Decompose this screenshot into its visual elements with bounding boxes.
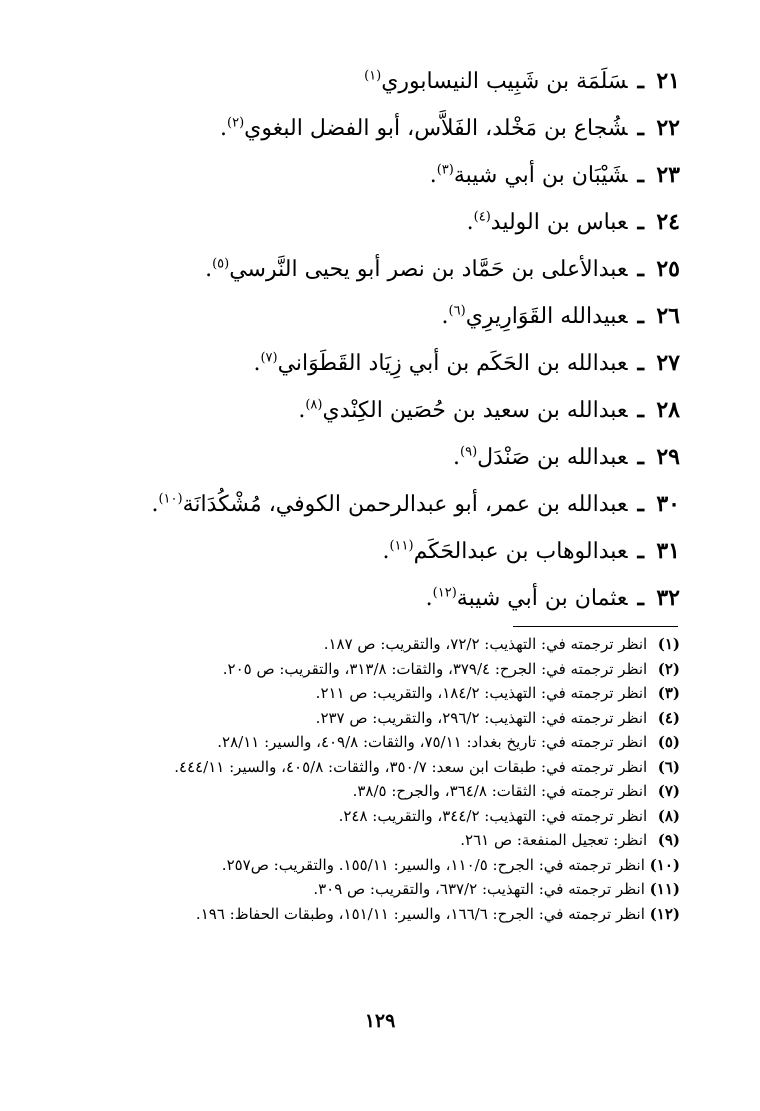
entry-number: ٣١ xyxy=(656,538,680,564)
footnote-number: (١١) xyxy=(649,880,680,898)
entry-number: ٢٢ xyxy=(656,115,680,141)
footnote-ref: (١٢) xyxy=(432,585,457,601)
footnote-number: (١) xyxy=(657,635,680,653)
entry-number: ٢٧ xyxy=(656,350,680,376)
entry-end: . xyxy=(220,116,228,141)
footnote-number: (٩) xyxy=(657,831,680,849)
entry-dash: ـ xyxy=(637,538,644,564)
footnote-number: (٨) xyxy=(657,806,680,825)
entry-dash: ـ xyxy=(637,397,644,423)
entry-number: ٢٨ xyxy=(656,397,680,423)
entry-text: شُجاع بن مَخْلد، الفَلاَّس، أبو الفضل البغوي xyxy=(244,116,628,141)
footnote-text: انظر ترجمته في: التهذيب: ٧٢/٢، والتقريب: ص ١٨٧. xyxy=(323,635,648,653)
entry-text: عبدالله بن الحَكَم بن أبي زِيَاد القَطَوَاني xyxy=(277,351,628,376)
entry-text: عبيدالله القَوَارِيرِي xyxy=(465,304,628,329)
entry-end: . xyxy=(382,539,390,564)
entry-number: ٢١ xyxy=(656,68,680,94)
footnote-text: انظر ترجمته في: الجرح: ١٦٦/٦، والسير: ١٥١/١١، وطبقات الحفاظ: ١٩٦. xyxy=(195,904,645,923)
footnote xyxy=(80,902,680,927)
narrator-list xyxy=(80,58,680,622)
entry-dash: ـ xyxy=(637,115,644,141)
entry-number: ٣٢ xyxy=(656,585,680,611)
entry-text: عبدالوهاب بن عبدالحَكَم xyxy=(413,539,628,564)
list-item xyxy=(80,105,680,152)
entry-text: عبدالله بن عمر، أبو عبدالرحمن الكوفي، مُشْكُدَانَة xyxy=(182,492,628,517)
footnote-ref: (٨) xyxy=(305,397,323,413)
footnote-ref: (٢) xyxy=(227,115,245,131)
list-item xyxy=(80,293,680,340)
entry-number: ٢٩ xyxy=(656,444,680,470)
footnote-ref: (٦) xyxy=(448,303,466,319)
footnote xyxy=(80,877,680,902)
entry-end: . xyxy=(151,492,159,517)
footnote-text: انظر ترجمته في: الجرح: ٣٧٩/٤، والثقات: ٣١٣/٨، والتقريب: ص ٢٠٥. xyxy=(222,659,648,678)
entry-text: عباس بن الوليد xyxy=(490,210,628,235)
footnote-ref: (٩) xyxy=(460,444,478,460)
footnote-number: (٤) xyxy=(657,708,680,727)
footnote-text: انظر ترجمته في: الثقات: ٣٦٤/٨، والجرح: ٣٨/٥. xyxy=(352,782,648,800)
footnote xyxy=(80,828,680,853)
footnote-number: (٢) xyxy=(657,659,680,678)
entry-end: . xyxy=(453,445,460,470)
entry-dash: ـ xyxy=(637,68,644,94)
footnote-text: انظر ترجمته في: التهذيب: ٢٩٦/٢، والتقريب: ص ٢٣٧. xyxy=(315,708,648,727)
list-item xyxy=(80,199,680,246)
footnote-text: انظر ترجمته في: التهذيب: ٣٤٤/٢، والتقريب: ٢٤٨. xyxy=(338,806,648,825)
footnote-ref: (٧) xyxy=(260,350,278,366)
footnote-divider xyxy=(513,626,678,627)
list-item xyxy=(80,528,680,575)
footnote-ref: (٣) xyxy=(436,162,454,178)
footnote-ref: (١) xyxy=(364,68,382,84)
footnote xyxy=(80,657,680,682)
entry-end: . xyxy=(253,351,261,376)
entry-text: عبدالله بن صَنْدَل xyxy=(477,445,628,470)
footnote-text: انظر ترجمته في: تاريخ بغداد: ٧٥/١١، والثقات: ٤٠٩/٨، والسير: ٢٨/١١. xyxy=(217,733,648,751)
entry-dash: ـ xyxy=(637,491,644,517)
entry-text: عثمان بن أبي شيبة xyxy=(456,586,628,611)
footnote-ref: (١١) xyxy=(389,538,414,554)
entry-dash: ـ xyxy=(637,256,644,282)
footnote xyxy=(80,804,680,829)
entry-dash: ـ xyxy=(637,162,644,188)
list-item xyxy=(80,575,680,622)
footnote-number: (٥) xyxy=(657,733,680,751)
footnote xyxy=(80,730,680,755)
list-item xyxy=(80,152,680,199)
page-number: ١٢٩ xyxy=(364,1010,396,1032)
footnote-text: انظر: تعجيل المنفعة: ص ٢٦١. xyxy=(460,831,648,849)
footnote-text: انظر ترجمته في: التهذيب: ١٨٤/٢، والتقريب: ص ٢١١. xyxy=(315,684,648,702)
entry-text: عبدالأعلى بن حَمَّاد بن نصر أبو يحيى النَّرسي xyxy=(229,257,628,282)
entry-text: شَيْبَان بن أبي شيبة xyxy=(453,163,628,188)
entry-number: ٢٦ xyxy=(656,303,680,329)
entry-dash: ـ xyxy=(637,585,644,611)
entry-dash: ـ xyxy=(637,350,644,376)
footnote-number: (٦) xyxy=(657,757,680,776)
entry-end: . xyxy=(425,586,433,611)
footnote-number: (٣) xyxy=(657,684,680,702)
list-item xyxy=(80,58,680,105)
footnote xyxy=(80,755,680,780)
footnote-text: انظر ترجمته في: طبقات ابن سعد: ٣٥٠/٧، والثقات: ٤٠٥/٨، والسير: ٤٤٤/١١. xyxy=(174,757,648,776)
entry-number: ٢٣ xyxy=(656,162,680,188)
footnote xyxy=(80,681,680,706)
footnote xyxy=(80,779,680,804)
footnote-number: (١٠) xyxy=(649,855,680,874)
footnote-ref: (٥) xyxy=(212,256,230,272)
footnote-ref: (١٠) xyxy=(158,491,183,507)
entry-end: . xyxy=(429,163,437,188)
list-item xyxy=(80,387,680,434)
entry-end: . xyxy=(205,257,213,282)
footnotes-list xyxy=(80,632,680,926)
footnote-text: انظر ترجمته في: الجرح: ١١٠/٥، والسير: ١٥٥/١١. والتقريب: ص٢٥٧. xyxy=(221,855,645,874)
list-item xyxy=(80,246,680,293)
entry-end: . xyxy=(466,210,474,235)
entry-number: ٢٤ xyxy=(656,209,680,235)
list-item xyxy=(80,340,680,387)
entry-text: سَلَمَة بن شَبِيب النيسابوري xyxy=(381,69,628,94)
entry-text: عبدالله بن سعيد بن حُصَين الكِنْدي xyxy=(322,398,628,423)
entry-dash: ـ xyxy=(637,444,644,470)
entry-number: ٢٥ xyxy=(656,256,680,282)
footnote-number: (٧) xyxy=(657,782,680,800)
list-item xyxy=(80,481,680,528)
footnote-ref: (٤) xyxy=(473,209,491,225)
entry-dash: ـ xyxy=(637,303,644,329)
list-item xyxy=(80,434,680,481)
entry-dash: ـ xyxy=(637,209,644,235)
entry-end: . xyxy=(298,398,306,423)
footnote xyxy=(80,853,680,878)
footnote xyxy=(80,706,680,731)
footnote-number: (١٢) xyxy=(649,904,680,923)
footnote-text: انظر ترجمته في: التهذيب: ٦٣٧/٢، والتقريب: ص ٣٠٩. xyxy=(313,880,645,898)
entry-number: ٣٠ xyxy=(656,491,680,517)
entry-end: . xyxy=(441,304,449,329)
footnote xyxy=(80,632,680,657)
